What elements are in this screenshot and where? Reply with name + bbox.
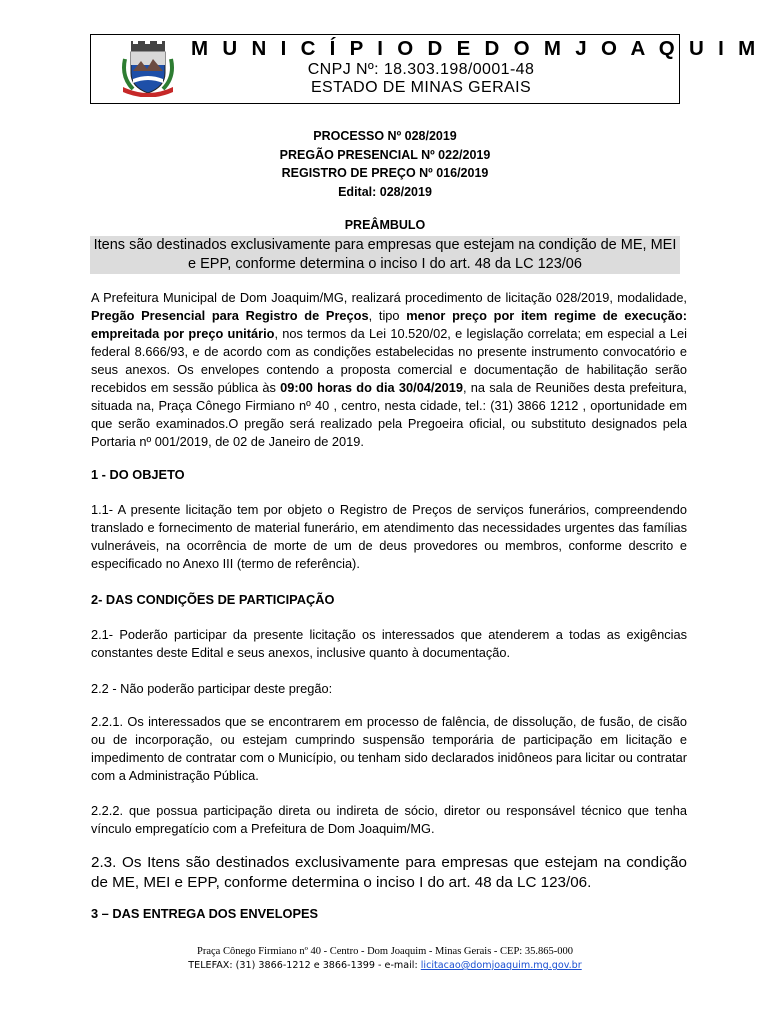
- pregao-number: PREGÃO PRESENCIAL Nº 022/2019: [279, 147, 491, 162]
- intro-text-1: A Prefeitura Municipal de Dom Joaquim/MG, realizará procedimento de licitação 028/2019, modalidade,: [91, 290, 687, 305]
- preambulo-box-line-1: Itens são destinados exclusivamente para empresas que estejam na condição de ME, MEI: [93, 237, 677, 253]
- coat-of-arms-icon: [119, 41, 177, 97]
- section-2-title: 2- DAS CONDIÇÕES DE PARTICIPAÇÃO: [91, 592, 335, 607]
- letterhead: [90, 34, 760, 104]
- footer-contact: [0, 959, 770, 973]
- process-block: [0, 127, 770, 201]
- page-footer: [0, 945, 770, 973]
- state-line: ESTADO DE MINAS GERAIS: [310, 79, 532, 96]
- process-number: PROCESSO Nº 028/2019: [313, 129, 457, 143]
- municipality-title: M U N I C Í P I O D E D O M J O A Q U I M: [191, 37, 760, 60]
- registro-number: REGISTRO DE PREÇO Nº 016/2019: [281, 166, 489, 180]
- section-2-2-2: 2.2.2. que possua participação direta ou indireta de sócio, diretor ou responsável técnico que tenha vínculo empregatício com a Prefeitura de Dom Joaquim/MG.: [91, 803, 687, 836]
- intro-text-4: , na sala de Reuniões desta prefeitura, situada na, Praça Cônego Firmiano nº 40 , centro, nesta cidade, tel.: (31) 3866 1212 , oportunidade em que serão examinados.O pregão será realizado pela Pregoeira oficial, ou substituto designados pela Portaria nº 001/2019, de 02 de Janeiro de 2019.: [91, 380, 687, 449]
- footer-contact-text: TELEFAX: (31) 3866-1212 e 3866-1399 - e-mail:: [188, 960, 421, 971]
- preambulo-highlight-box: [90, 236, 680, 274]
- intro-text-2: , tipo: [368, 308, 407, 323]
- preambulo-title: PREÂMBULO: [344, 218, 426, 232]
- footer-email-link[interactable]: licitacao@domjoaquim.mg.gov.br: [420, 960, 582, 971]
- cnpj-line: CNPJ Nº: 18.303.198/0001-48: [307, 61, 535, 78]
- section-2-3: 2.3. Os Itens são destinados exclusivamente para empresas que estejam na condição de ME, MEI e EPP, conforme determina o inciso I do art. 48 da LC 123/06.: [91, 854, 687, 891]
- intro-paragraph: [91, 289, 687, 451]
- footer-address: Praça Cônego Firmiano nº 40 - Centro - Dom Joaquim - Minas Gerais - CEP: 35.865-000: [197, 946, 573, 957]
- section-2-1: 2.1- Poderão participar da presente licitação os interessados que atenderem a todas as exigências constantes deste Edital e seus anexos, inclusive quanto à documentação.: [91, 627, 687, 660]
- intro-bold-tipo: menor preço por item regime de execução: empreitada por preço unitário: [91, 308, 687, 341]
- edital-number: Edital: 028/2019: [338, 184, 432, 199]
- section-2-2: 2.2 - Não poderão participar deste pregão:: [91, 681, 333, 696]
- intro-text-3: , nos termos da Lei 10.520/02, e legislação correlata; em especial a Lei federal 8.666/93, e de acordo com as condições estabelecidas no presente instrumento convocatório e seus anexos. Os envelopes contendo a proposta comercial e documentação de habilitação serão recebidos em sessão pública às: [91, 326, 687, 395]
- section-3-title: 3 – DAS ENTREGA DOS ENVELOPES: [91, 906, 319, 921]
- preambulo-box-line-2: e EPP, conforme determina o inciso I do art. 48 da LC 123/06: [188, 256, 582, 272]
- intro-bold-horario: 09:00 horas do dia 30/04/2019: [280, 380, 463, 395]
- section-1-1: 1.1- A presente licitação tem por objeto o Registro de Preços de serviços funerários, compreendendo translado e fornecimento de material funerário, em atendimento das necessidades urgentes das famílias vulneráveis, na ocorrência de morte de um de deus provedores ou membros, conforme descrito e especificado no Anexo III (termo de referência).: [91, 502, 687, 571]
- letterhead-text: [191, 37, 760, 97]
- section-2-2-1: 2.2.1. Os interessados que se encontrarem em processo de falência, de dissolução, de fusão, de cisão ou de incorporação, ou estejam cumprindo suspensão temporária de participação em licitação e impedimento de contratar com o Município, ou tenham sido declarados inidôneos para licitar ou contratar com a Administração Pública.: [91, 714, 687, 783]
- intro-bold-modalidade: Pregão Presencial para Registro de Preços: [91, 308, 369, 323]
- section-1-title: 1 - DO OBJETO: [91, 467, 185, 482]
